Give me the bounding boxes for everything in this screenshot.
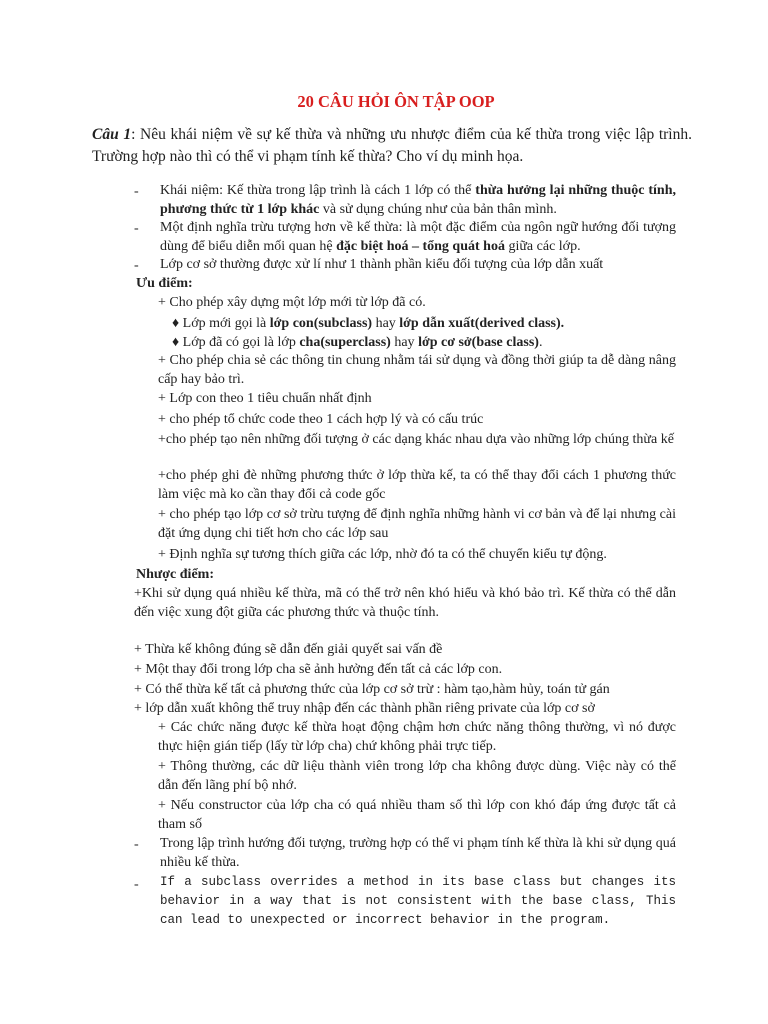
disadvantages-heading: Nhược điểm: — [136, 567, 214, 582]
subitem-text: . — [538, 335, 543, 350]
advantage-item: + Lớp con theo 1 tiêu chuẩn nhất định — [158, 391, 372, 406]
bullet-dash: - — [134, 184, 139, 199]
disadvantage-item: + Các chức năng được kế thừa hoạt động chậm hơn chức năng thông thường, vì nó được thực hiện gián tiếp (lấy từ lớp cha) chứ không phải trực tiếp. — [158, 720, 676, 754]
concept-text: và sử dụng chúng như của bản thân mình. — [319, 202, 557, 217]
disadvantage-item: + Nếu constructor của lớp cha có quá nhiều tham số thì lớp con khó đáp ứng được tất cả tham số — [158, 798, 676, 832]
advantage-item: +cho phép ghi đè những phương thức ở lớp thừa kế, ta có thể thay đổi cách 1 phương thức làm việc mà ko cần thay đổi cả code gốc — [158, 468, 676, 502]
advantage-item: + cho phép tổ chức code theo 1 cách hợp lý và có cấu trúc — [158, 412, 484, 427]
disadvantage-item: +Khi sử dụng quá nhiều kế thừa, mã có thể trở nên khó hiểu và khó bảo trì. Kế thừa có thể dẫn đến việc xung đột giữa các phương thức và thuộc tính. — [134, 586, 676, 620]
advantage-item: +cho phép tạo nên những đối tượng ở các dạng khác nhau dựa vào những lớp chúng thừa kế — [158, 432, 674, 447]
subitem-text: ♦ Lớp đã có gọi là lớp — [172, 335, 300, 350]
subitem-emphasis: cha(superclass) — [299, 335, 391, 350]
disadvantage-item: + Có thể thừa kế tất cả phương thức của lớp cơ sở trừ : hàm tạo,hàm hủy, toán tử gán — [134, 682, 610, 697]
subitem-text: ♦ Lớp mới gọi là — [172, 316, 270, 331]
concept-text: Một định nghĩa trừu tượng hơn về kế thừa: là một đặc điểm của ngôn ngữ hướng đối tượng dùng để biểu diễn mối quan hệ — [160, 220, 676, 254]
bullet-dash: - — [134, 837, 139, 852]
bullet-dash: - — [134, 221, 139, 236]
subitem-emphasis: lớp cơ sở(base class) — [418, 335, 539, 350]
concept-emphasis: thừa hưởng lại những thuộc tính, phương thức từ 1 lớp khác — [160, 183, 676, 217]
subitem-text: hay — [390, 335, 419, 350]
advantages-heading: Ưu điểm: — [136, 276, 193, 291]
bullet-dash: - — [134, 877, 139, 892]
disadvantage-item: + Thông thường, các dữ liệu thành viên trong lớp cha không được dùng. Việc này có thể dẫn đến lãng phí bộ nhớ. — [158, 759, 676, 793]
concept-emphasis: đặc biệt hoá – tổng quát hoá — [336, 239, 505, 254]
advantage-item: + Cho phép xây dựng một lớp mới từ lớp đã có. — [158, 295, 426, 310]
advantage-item: + Cho phép chia sẻ các thông tin chung nhằm tái sử dụng và đồng thời giúp ta dễ dàng nâng cấp hay bảo trì. — [158, 353, 676, 387]
disadvantage-item: + Một thay đổi trong lớp cha sẽ ảnh hưởng đến tất cả các lớp con. — [134, 662, 503, 677]
concept-text: giữa các lớp. — [504, 239, 581, 254]
disadvantage-item: + Thừa kế không đúng sẽ dẫn đến giải quyết sai vấn đề — [134, 642, 443, 657]
advantage-item: + Định nghĩa sự tương thích giữa các lớp, nhờ đó ta có thể chuyển kiểu tự động. — [158, 547, 607, 562]
concept-abstract-definition — [160, 218, 676, 256]
advantage-subitem — [172, 333, 676, 352]
subitem-text: hay — [372, 316, 400, 331]
question-text: : Nêu khái niệm về sự kế thừa và những ưu nhược điểm của kế thừa trong việc lập trình. Trường hợp nào thì có thể vi phạm tính kế thừa? Cho ví dụ minh họa. — [92, 126, 692, 165]
violation-case: Trong lập trình hướng đối tượng, trường hợp có thể vi phạm tính kế thừa là khi sử dụng quá nhiều kế thừa. — [160, 836, 676, 870]
concept-text: Khái niệm: Kế thừa trong lập trình là cách 1 lớp có thể — [160, 183, 476, 198]
concept-definition — [160, 181, 676, 219]
violation-example: If a subclass overrides a method in its base class but changes its behavior in a way that is not consistent with the base class, This can lead to unexpected or incorrect behavior in the program. — [160, 875, 676, 927]
document-title: 20 CÂU HỎI ÔN TẬP OOP — [297, 92, 495, 111]
subitem-emphasis: lớp con(subclass) — [269, 316, 373, 331]
advantage-subitem — [172, 314, 676, 333]
concept-base-class: Lớp cơ sở thường được xử lí như 1 thành phần kiểu đối tượng của lớp dẫn xuất — [160, 257, 604, 272]
disadvantage-item: + lớp dẫn xuất không thể truy nhập đến các thành phần riêng private của lớp cơ sở — [134, 701, 595, 716]
advantage-item: + cho phép tạo lớp cơ sở trừu tượng để định nghĩa những hành vi cơ bản và để lại nhưng cài đặt ứng dụng chi tiết hơn cho các lớp sau — [158, 507, 676, 541]
subitem-emphasis: lớp dẫn xuất(derived class). — [399, 316, 565, 331]
question-1 — [92, 124, 692, 168]
question-number: Câu 1 — [92, 126, 132, 143]
bullet-dash: - — [134, 258, 139, 273]
